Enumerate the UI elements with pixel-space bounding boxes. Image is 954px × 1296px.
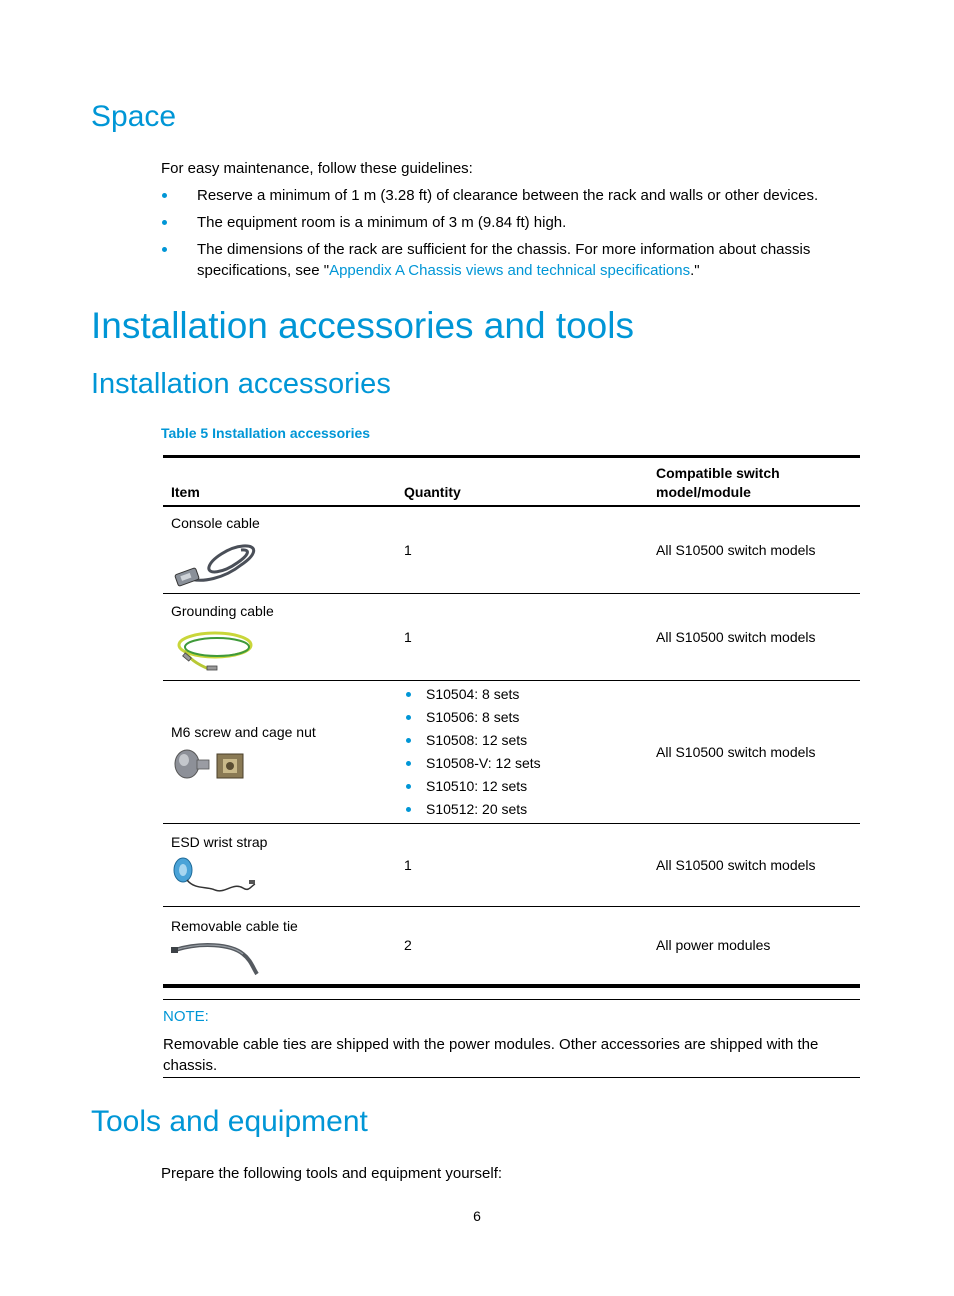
list-item: The equipment room is a minimum of 3 m (9.84 ft) high. xyxy=(161,212,861,233)
bullet-icon xyxy=(406,784,411,789)
table-caption: Table 5 Installation accessories xyxy=(161,425,371,441)
quantity-list xyxy=(404,683,640,821)
compatible-cell: All S10500 switch models xyxy=(648,824,860,907)
cable-tie-image xyxy=(171,940,261,976)
esd-wrist-strap-image xyxy=(171,856,261,900)
appendix-a-link[interactable]: Appendix A Chassis views and technical specifications xyxy=(329,262,691,279)
quantity-cell: 2 xyxy=(396,907,648,986)
note-text: Removable cable ties are shipped with the power modules. Other accessories are shipped with the chassis. xyxy=(163,1036,819,1074)
list-item: Reserve a minimum of 1 m (3.28 ft) of clearance between the rack and walls or other devices. xyxy=(161,185,861,206)
bullet-icon xyxy=(162,220,167,225)
note-label: NOTE: xyxy=(163,1008,209,1025)
screw-cage-nut-image xyxy=(171,746,251,784)
page-number: 6 xyxy=(473,1208,481,1224)
bullet-icon xyxy=(406,715,411,720)
bullet-icon xyxy=(162,193,167,198)
tools-intro: Prepare the following tools and equipment yourself: xyxy=(161,1165,503,1182)
list-item: S10508: 12 sets xyxy=(404,729,640,752)
quantity-cell: 1 xyxy=(396,594,648,681)
grounding-cable-image xyxy=(171,625,261,675)
list-item: S10506: 8 sets xyxy=(404,706,640,729)
item-cell xyxy=(163,824,396,907)
console-cable-image xyxy=(171,537,261,589)
table-row xyxy=(163,824,860,907)
table-row xyxy=(163,907,860,986)
item-name: ESD wrist strap xyxy=(171,834,268,850)
space-guidelines-list xyxy=(161,185,861,287)
item-name: Removable cable tie xyxy=(171,918,298,935)
item-name: Grounding cable xyxy=(171,603,274,619)
item-cell xyxy=(163,907,396,986)
section-title-space: Space xyxy=(91,100,177,133)
table-row xyxy=(163,681,860,824)
bullet-icon xyxy=(406,692,411,697)
header-quantity: Quantity xyxy=(396,457,648,507)
bullet-icon xyxy=(162,247,167,252)
bullet-icon xyxy=(406,761,411,766)
item-cell xyxy=(163,506,396,594)
list-item: S10504: 8 sets xyxy=(404,683,640,706)
list-item: S10508-V: 12 sets xyxy=(404,752,640,775)
table-row xyxy=(163,594,860,681)
compatible-cell: All power modules xyxy=(648,907,860,986)
header-item: Item xyxy=(163,457,396,507)
quantity-cell: 1 xyxy=(396,824,648,907)
section-title-accessories: Installation accessories xyxy=(91,368,391,400)
compatible-cell: All S10500 switch models xyxy=(648,506,860,594)
bullet-icon xyxy=(406,807,411,812)
list-item: S10510: 12 sets xyxy=(404,775,640,798)
chapter-title: Installation accessories and tools xyxy=(91,305,634,346)
quantity-cell: 1 xyxy=(396,506,648,594)
note-box xyxy=(163,999,860,1078)
compatible-cell: All S10500 switch models xyxy=(648,594,860,681)
quantity-cell xyxy=(396,681,648,824)
list-item: S10512: 20 sets xyxy=(404,798,640,821)
item-name: Console cable xyxy=(171,515,260,531)
list-item: The dimensions of the rack are sufficient for the chassis. For more information about chassis specifications, see "Appendix A Chassis views and technical specifications." xyxy=(161,239,861,281)
item-name: M6 screw and cage nut xyxy=(171,724,316,740)
item-cell xyxy=(163,594,396,681)
bullet-icon xyxy=(406,738,411,743)
table-header-row xyxy=(163,457,860,507)
table-row xyxy=(163,506,860,594)
item-cell xyxy=(163,681,396,824)
space-intro: For easy maintenance, follow these guidelines: xyxy=(161,160,473,177)
header-compatible: Compatible switch model/module xyxy=(648,457,860,507)
compatible-cell: All S10500 switch models xyxy=(648,681,860,824)
section-title-tools: Tools and equipment xyxy=(91,1105,368,1138)
accessories-table xyxy=(163,455,860,988)
